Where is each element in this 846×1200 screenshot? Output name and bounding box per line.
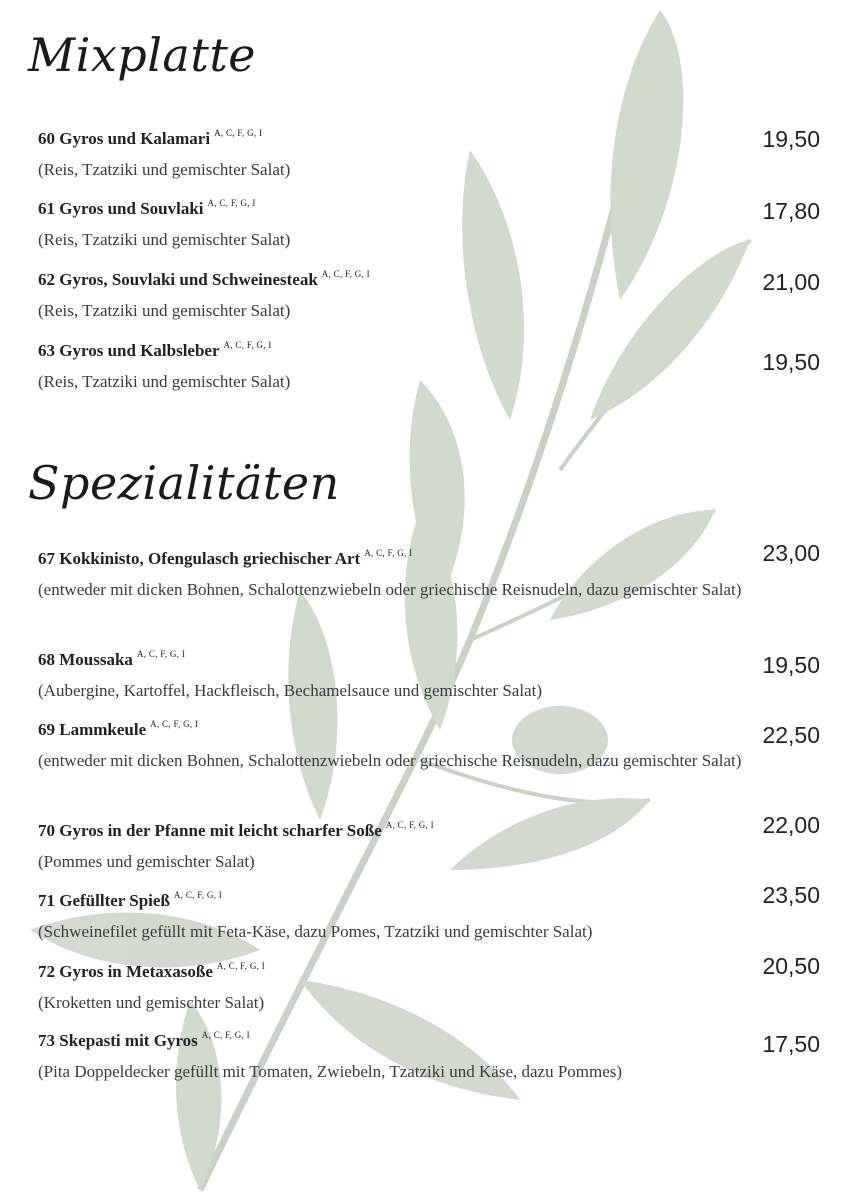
item-name: 68 Moussaka $^{A, C, F, G, I}$ xyxy=(38,649,186,669)
item-name: 60 Gyros und Kalamari $^{A, C, F, G, I}$ xyxy=(38,128,263,148)
price-62: 21,00 xyxy=(762,269,820,295)
menu-item-62 xyxy=(38,263,818,325)
allergens: A, C, F, G, I xyxy=(207,198,256,208)
allergens: A, C, F, G, I xyxy=(216,961,266,971)
item-description: (entweder mit dicken Bohnen, Schalottenzwiebeln oder griechische Reisnudeln, dazu gemischter Salat) xyxy=(38,580,742,599)
item-description: (entweder mit dicken Bohnen, Schalottenzwiebeln oder griechische Reisnudeln, dazu gemischter Salat) xyxy=(38,751,742,770)
menu-item-70 xyxy=(38,814,818,876)
price-72: 20,50 xyxy=(762,953,820,979)
price-68: 19,50 xyxy=(762,652,820,678)
menu-item-61 xyxy=(38,192,818,254)
item-description: (Reis, Tzatziki und gemischter Salat) xyxy=(38,301,291,320)
item-name: 69 Lammkeule $^{A, C, F, G, I}$ xyxy=(38,719,199,739)
menu-item-60 xyxy=(38,122,818,184)
item-description: (Reis, Tzatziki und gemischter Salat) xyxy=(38,372,291,391)
price-60: 19,50 xyxy=(762,126,820,152)
item-name: 71 Gefüllter Spieß $^{A, C, F, G, I}$ xyxy=(38,890,223,910)
allergens: A, C, F, G, I xyxy=(150,719,199,729)
item-name: 62 Gyros, Souvlaki und Schweinesteak $^{A, C, F, G, I}$ xyxy=(38,269,370,289)
price-69: 22,50 xyxy=(762,722,820,748)
allergens: A, C, F, G, I xyxy=(321,269,370,279)
allergens: A, C, F, G, I xyxy=(364,548,413,558)
price-70: 22,00 xyxy=(762,812,820,838)
price-71: 23,50 xyxy=(762,882,820,908)
item-name: 61 Gyros und Souvlaki $^{A, C, F, G, I}$ xyxy=(38,198,256,218)
item-name: 67 Kokkinisto, Ofengulasch griechischer Art $^{A, C, F, G, I}$ xyxy=(38,548,413,568)
item-name: 63 Gyros und Kalbsleber $^{A, C, F, G, I}$ xyxy=(38,340,272,360)
item-name: 70 Gyros in der Pfanne mit leicht scharfer Soße $^{A, C, F, G, I}$ xyxy=(38,820,434,840)
allergens: A, C, F, G, I xyxy=(173,890,223,900)
item-description: (Aubergine, Kartoffel, Hackfleisch, Bechamelsauce und gemischter Salat) xyxy=(38,681,542,700)
allergens: A, C, F, G, I xyxy=(214,128,263,138)
section-title-mixplatte: Mixplatte xyxy=(28,28,257,82)
item-description: (Reis, Tzatziki und gemischter Salat) xyxy=(38,230,291,249)
item-description: (Pommes und gemischter Salat) xyxy=(38,852,255,871)
allergens: A, C, F, G, I xyxy=(201,1030,250,1040)
item-description: (Kroketten und gemischter Salat) xyxy=(38,993,265,1012)
menu-item-63 xyxy=(38,334,818,396)
menu-item-68 xyxy=(38,643,818,705)
section-title-spezialitaeten: Spezialitäten xyxy=(28,456,340,510)
allergens: A, C, F, G, I xyxy=(136,649,186,659)
allergens: A, C, F, G, I xyxy=(385,820,434,830)
allergens: A, C, F, G, I xyxy=(223,340,272,350)
item-description: (Reis, Tzatziki und gemischter Salat) xyxy=(38,160,291,179)
price-73: 17,50 xyxy=(762,1031,820,1057)
item-description: (Schweinefilet gefüllt mit Feta-Käse, dazu Pomes, Tzatziki und gemischter Salat) xyxy=(38,922,593,941)
price-67: 23,00 xyxy=(762,540,820,566)
menu-item-73 xyxy=(38,1024,818,1086)
item-name: 72 Gyros in Metaxasoße $^{A, C, F, G, I}$ xyxy=(38,961,266,981)
price-61: 17,80 xyxy=(762,198,820,224)
menu-item-71 xyxy=(38,884,818,946)
menu-item-72 xyxy=(38,955,818,1017)
item-name: 73 Skepasti mit Gyros $^{A, C, F, G, I}$ xyxy=(38,1030,250,1050)
item-description: (Pita Doppeldecker gefüllt mit Tomaten, Zwiebeln, Tzatziki und Käse, dazu Pommes) xyxy=(38,1062,623,1081)
menu-item-69 xyxy=(38,713,818,775)
price-63: 19,50 xyxy=(762,349,820,375)
menu-item-67 xyxy=(38,542,818,604)
